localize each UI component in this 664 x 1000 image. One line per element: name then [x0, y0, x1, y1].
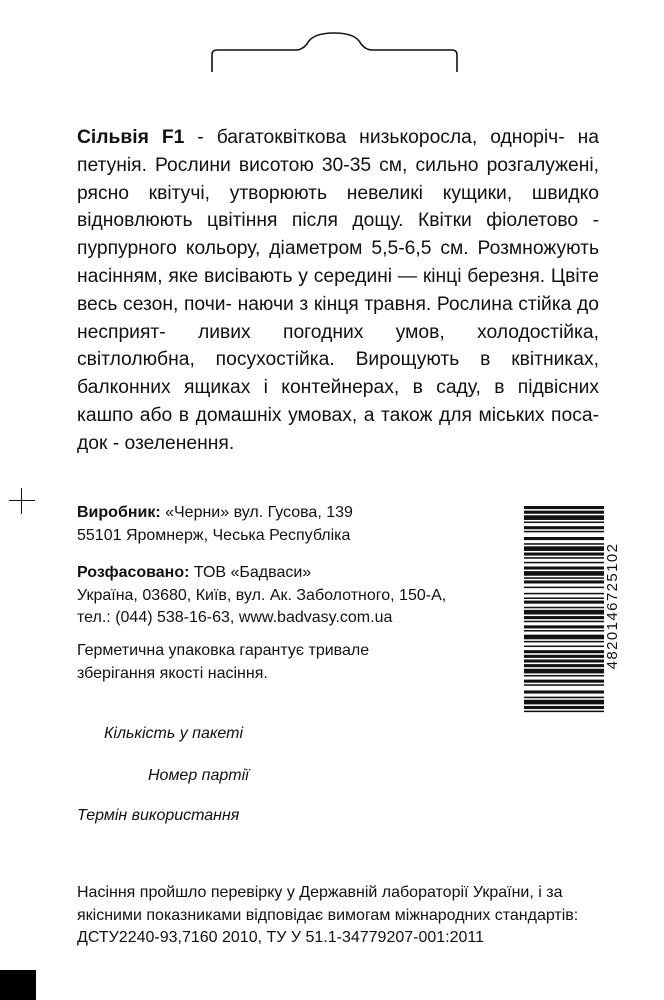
barcode-bar — [524, 675, 604, 677]
producer-info — [77, 502, 517, 547]
barcode-bar — [524, 593, 604, 595]
barcode-bar — [524, 659, 604, 662]
packer-info — [77, 562, 517, 630]
corner-print-mark — [0, 970, 36, 1000]
description-line: 5,5-6,5 см. Розмножують насінням, яке висівають у — [77, 238, 599, 287]
barcode-bar — [524, 616, 604, 619]
barcode-bar — [524, 684, 604, 686]
barcode-bar — [524, 664, 604, 667]
packer-contacts: тел.: (044) 538-16-63, www.badvasy.com.ua — [77, 609, 393, 626]
description-line: наючи з кінця травня. Рослина стійка до несприят- — [77, 293, 599, 343]
description-line: або в домашніх умовах, а також для міських поса- — [139, 404, 599, 426]
barcode-bar — [524, 537, 604, 540]
barcode-bar — [524, 697, 604, 699]
barcode-bar — [524, 511, 604, 514]
packer-name: ТОВ «Бадваси» — [189, 564, 312, 581]
barcode-bar — [524, 543, 604, 545]
barcode-bar — [524, 601, 604, 604]
barcode-bar — [524, 566, 604, 569]
description-line: розгалужені, рясно квітучі, утворюють невеликі — [77, 154, 599, 204]
description-line: ящиках і контейнерах, в саду, в підвісних кашпо — [77, 377, 600, 426]
barcode-bar — [524, 522, 604, 524]
barcode — [524, 506, 604, 714]
packer-label: Розфасовано: — [77, 564, 190, 581]
quantity-field-label: Кількість у пакеті — [104, 725, 244, 742]
barcode-bars — [524, 506, 604, 714]
description-line: кущики, швидко відновлюють цвітіння після дощу. — [77, 182, 599, 232]
barcode-bar — [524, 526, 604, 529]
description-line: середині — кінці березня. Цвіте весь сезон, почи- — [77, 265, 599, 315]
product-description — [77, 124, 599, 458]
barcode-bar — [524, 506, 604, 509]
barcode-bar — [524, 680, 604, 683]
description-line: посухостійка. Вирощують в квітниках, балконних — [77, 349, 599, 399]
barcode-bar — [524, 641, 604, 643]
barcode-bar — [524, 690, 604, 693]
description-line: ливих погодних умов, холодостійка, світлолюбна, — [77, 321, 599, 371]
guarantee-line: зберігання якості насіння. — [77, 664, 268, 682]
barcode-bar — [524, 630, 604, 632]
barcode-bar — [524, 706, 604, 709]
guarantee-line: Герметична упаковка гарантує тривале — [77, 642, 370, 659]
registration-mark — [9, 488, 35, 514]
barcode-bar — [524, 562, 604, 564]
packer-address: Україна, 03680, Київ, вул. Ак. Заболотного, 150-А, — [77, 586, 447, 604]
producer-label: Виробник: — [77, 504, 161, 521]
certification-line: Насіння пройшло перевірку у Державній лабораторії України, і за — [77, 884, 563, 901]
description-line: на петунія. Рослини висотою 30-35 см, сильно — [77, 127, 599, 176]
barcode-bar — [524, 650, 604, 653]
barcode-bar — [524, 621, 604, 623]
certification-line: ДСТУ2240-93,7160 2010, ТУ У 51.1-34779207-001:2011 — [77, 929, 485, 946]
barcode-bar — [524, 625, 604, 628]
barcode-bar — [524, 587, 604, 589]
barcode-digits: 4820146725102 — [604, 542, 621, 670]
certification-line: якісними показниками відповідає вимогам міжнародних стандартів: — [77, 906, 579, 924]
certification-note — [77, 882, 607, 950]
batch-number-label: Номер партії — [148, 767, 249, 784]
barcode-bar — [524, 515, 604, 520]
expiry-term-label: Термін використання — [77, 807, 240, 824]
barcode-bar — [524, 655, 604, 658]
description-line: док - озеленення. — [77, 432, 235, 454]
barcode-bar — [524, 646, 604, 648]
barcode-bar — [524, 635, 604, 640]
barcode-bar — [524, 700, 604, 705]
packaging-guarantee — [77, 640, 517, 685]
barcode-bar — [524, 557, 604, 559]
product-name: Сільвія F1 — [77, 127, 185, 148]
producer-address: 55101 Яромнерж, Чеська Республіка — [77, 526, 351, 544]
hang-hole-outline — [0, 0, 664, 80]
producer-name: «Черни» вул. Гусова, 139 — [160, 504, 353, 521]
barcode-bar — [524, 669, 604, 674]
barcode-bar — [524, 571, 604, 576]
barcode-bar — [524, 531, 604, 533]
barcode-bar — [524, 597, 604, 599]
barcode-bar — [524, 553, 604, 556]
barcode-bar — [524, 580, 604, 583]
barcode-bar — [524, 577, 604, 579]
barcode-bar — [524, 610, 604, 615]
description-line: Квітки фіолетово - пурпурного кольору, діаметром — [77, 210, 600, 260]
barcode-bar — [524, 607, 604, 609]
barcode-bar — [524, 546, 604, 551]
description-line: - багатоквіткова низькоросла, одноріч- — [184, 127, 565, 148]
barcode-bar — [524, 711, 604, 713]
